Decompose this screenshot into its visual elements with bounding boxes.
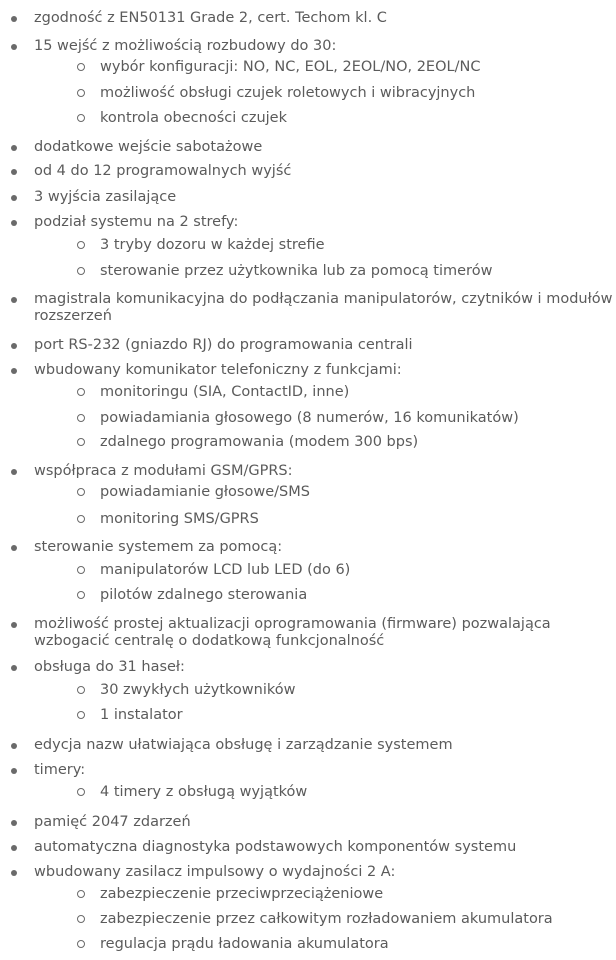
list-item-text: dodatkowe wejście sabotażowe <box>34 139 263 155</box>
bullet-icon <box>11 845 17 851</box>
circle-bullet-icon <box>77 414 85 422</box>
circle-bullet-icon <box>77 940 85 948</box>
sub-list-item <box>100 911 553 928</box>
list-item-text: wbudowany zasilacz impulsowy o wydajności 2 A: <box>34 864 396 880</box>
list-item <box>34 864 614 881</box>
list-item-text: port RS-232 (gniazdo RJ) do programowania centrali <box>34 337 413 353</box>
circle-bullet-icon <box>77 591 85 599</box>
list-item <box>34 762 614 779</box>
bullet-icon <box>11 665 17 671</box>
sub-list-item <box>100 784 307 801</box>
sub-list-item <box>100 237 325 254</box>
bullet-icon <box>11 220 17 226</box>
sub-list-item-text: 3 tryby dozoru w każdej strefie <box>100 237 325 253</box>
bullet-icon <box>11 16 17 22</box>
sub-list-item <box>100 936 389 953</box>
sub-list-item-text: pilotów zdalnego sterowania <box>100 587 308 603</box>
sub-list-item-text: możliwość obsługi czujek roletowych i wibracyjnych <box>100 85 476 101</box>
list-item <box>34 362 614 379</box>
bullet-icon <box>11 297 17 303</box>
list-item <box>34 463 614 480</box>
circle-bullet-icon <box>77 711 85 719</box>
sub-list-item <box>100 511 259 528</box>
bullet-icon <box>11 545 17 551</box>
bullet-icon <box>11 343 17 349</box>
circle-bullet-icon <box>77 686 85 694</box>
sub-list-item-text: zabezpieczenie przez całkowitym rozładowaniem akumulatora <box>100 911 553 927</box>
list-item <box>34 10 614 27</box>
list-item-text: współpraca z modułami GSM/GPRS: <box>34 463 293 479</box>
list-item-text: timery: <box>34 762 86 778</box>
list-item <box>34 659 614 676</box>
circle-bullet-icon <box>77 267 85 275</box>
sub-list-item <box>100 886 383 903</box>
circle-bullet-icon <box>77 788 85 796</box>
list-item-text: magistrala komunikacyjna do podłączania manipulatorów, czytników i modułów rozszerzeń <box>34 291 613 324</box>
bullet-icon <box>11 195 17 201</box>
list-item <box>34 337 614 354</box>
bullet-icon <box>11 169 17 175</box>
sub-list-item-text: wybór konfiguracji: NO, NC, EOL, 2EOL/NO, 2EOL/NC <box>100 59 481 75</box>
list-item-text: zgodność z EN50131 Grade 2, cert. Techom kl. C <box>34 10 387 26</box>
bullet-icon <box>11 870 17 876</box>
sub-list-item <box>100 707 183 724</box>
sub-list-item-text: 1 instalator <box>100 707 183 723</box>
circle-bullet-icon <box>77 114 85 122</box>
bullet-icon <box>11 44 17 50</box>
bullet-icon <box>11 622 17 628</box>
circle-bullet-icon <box>77 488 85 496</box>
sub-list-item <box>100 263 492 280</box>
circle-bullet-icon <box>77 388 85 396</box>
circle-bullet-icon <box>77 515 85 523</box>
list-item <box>34 291 614 325</box>
sub-list-item-text: manipulatorów LCD lub LED (do 6) <box>100 562 351 578</box>
list-item <box>34 139 614 156</box>
sub-list-item <box>100 587 307 604</box>
circle-bullet-icon <box>77 566 85 574</box>
list-item-text: możliwość prostej aktualizacji oprogramowania (firmware) pozwalająca wzbogacić centralę o dodatkową funkcjonalność <box>34 616 551 649</box>
sub-list-item-text: sterowanie przez użytkownika lub za pomocą timerów <box>100 263 493 279</box>
sub-list-item <box>100 110 287 127</box>
sub-list-item <box>100 484 310 501</box>
circle-bullet-icon <box>77 63 85 71</box>
sub-list-item <box>100 562 350 579</box>
circle-bullet-icon <box>77 89 85 97</box>
sub-list-item-text: 30 zwykłych użytkowników <box>100 682 296 698</box>
circle-bullet-icon <box>77 915 85 923</box>
bullet-icon <box>11 469 17 475</box>
list-item-text: obsługa do 31 haseł: <box>34 659 185 675</box>
sub-list-item-text: monitoringu (SIA, ContactID, inne) <box>100 384 350 400</box>
sub-list-item-text: zabezpieczenie przeciwprzeciążeniowe <box>100 886 384 902</box>
list-item <box>34 539 614 556</box>
list-item <box>34 163 614 180</box>
sub-list-item <box>100 434 418 451</box>
sub-list-item-text: kontrola obecności czujek <box>100 110 287 126</box>
circle-bullet-icon <box>77 890 85 898</box>
sub-list-item <box>100 682 296 699</box>
list-item-text: edycja nazw ułatwiająca obsługę i zarządzanie systemem <box>34 737 453 753</box>
list-item-text: automatyczna diagnostyka podstawowych komponentów systemu <box>34 839 517 855</box>
list-item <box>34 616 614 650</box>
list-item <box>34 814 614 831</box>
sub-list-item-text: monitoring SMS/GPRS <box>100 511 259 527</box>
list-item <box>34 214 614 231</box>
list-item <box>34 839 614 856</box>
bullet-icon <box>11 820 17 826</box>
circle-bullet-icon <box>77 241 85 249</box>
list-item-text: sterowanie systemem za pomocą: <box>34 539 283 555</box>
sub-list-item <box>100 59 480 76</box>
circle-bullet-icon <box>77 438 85 446</box>
bullet-icon <box>11 768 17 774</box>
list-item-text: wbudowany komunikator telefoniczny z funkcjami: <box>34 362 402 378</box>
sub-list-item <box>100 384 349 401</box>
sub-list-item-text: powiadamianie głosowe/SMS <box>100 484 310 500</box>
list-item-text: podział systemu na 2 strefy: <box>34 214 239 230</box>
list-item-text: 15 wejść z możliwością rozbudowy do 30: <box>34 38 337 54</box>
list-item-text: 3 wyjścia zasilające <box>34 189 177 205</box>
sub-list-item-text: regulacja prądu ładowania akumulatora <box>100 936 389 952</box>
sub-list-item <box>100 85 475 102</box>
list-item <box>34 189 614 206</box>
sub-list-item-text: 4 timery z obsługą wyjątków <box>100 784 308 800</box>
list-item-text: od 4 do 12 programowalnych wyjść <box>34 163 292 179</box>
bullet-icon <box>11 368 17 374</box>
list-item <box>34 38 614 55</box>
bullet-icon <box>11 145 17 151</box>
bullet-icon <box>11 743 17 749</box>
list-item <box>34 737 614 754</box>
sub-list-item-text: zdalnego programowania (modem 300 bps) <box>100 434 419 450</box>
list-item-text: pamięć 2047 zdarzeń <box>34 814 191 830</box>
sub-list-item <box>100 410 519 427</box>
sub-list-item-text: powiadamiania głosowego (8 numerów, 16 komunikatów) <box>100 410 519 426</box>
